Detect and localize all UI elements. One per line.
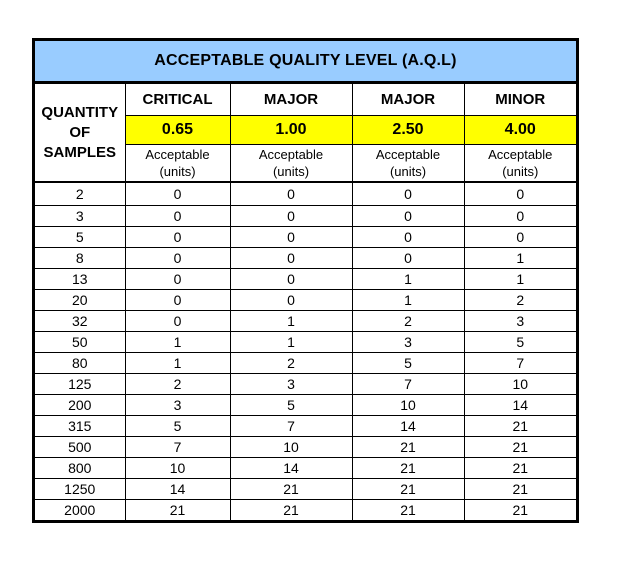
acceptable-units-cell: 21 — [464, 500, 576, 521]
table-row — [35, 395, 576, 416]
acceptable-units-cell: 7 — [230, 416, 352, 437]
acceptable-units-cell: 10 — [125, 458, 230, 479]
sample-quantity-cell: 500 — [35, 437, 125, 458]
sample-quantity-cell: 13 — [35, 269, 125, 290]
acceptable-units-label — [464, 145, 576, 183]
table-row — [35, 479, 576, 500]
aql-value: 1.00 — [230, 116, 352, 145]
table-row — [35, 227, 576, 248]
units-label: (units) — [159, 164, 196, 179]
acceptable-units-cell: 0 — [230, 269, 352, 290]
acceptable-units-cell: 2 — [352, 311, 464, 332]
column-category: MINOR — [464, 84, 576, 116]
aql-value: 0.65 — [125, 116, 230, 145]
table-title: ACCEPTABLE QUALITY LEVEL (A.Q.L) — [35, 41, 576, 83]
acceptable-units-cell: 21 — [352, 500, 464, 521]
sample-quantity-cell: 5 — [35, 227, 125, 248]
acceptable-units-cell: 0 — [125, 182, 230, 206]
acceptable-units-cell: 1 — [125, 353, 230, 374]
acceptable-units-cell: 10 — [464, 374, 576, 395]
table-row — [35, 332, 576, 353]
acceptable-units-cell: 5 — [464, 332, 576, 353]
quantity-of-samples-header — [35, 84, 125, 183]
column-category: CRITICAL — [125, 84, 230, 116]
acceptable-units-cell: 14 — [230, 458, 352, 479]
sample-quantity-cell: 20 — [35, 290, 125, 311]
acceptable-units-cell: 0 — [125, 248, 230, 269]
acceptable-label: Acceptable — [145, 147, 210, 162]
acceptable-units-cell: 0 — [230, 248, 352, 269]
units-label: (units) — [502, 164, 539, 179]
acceptable-units-cell: 3 — [230, 374, 352, 395]
acceptable-units-label — [230, 145, 352, 183]
acceptable-label: Acceptable — [258, 147, 324, 162]
acceptable-label: Acceptable — [375, 147, 441, 162]
acceptable-units-cell: 0 — [125, 206, 230, 227]
sample-quantity-cell: 50 — [35, 332, 125, 353]
table-row — [35, 437, 576, 458]
sample-quantity-cell: 315 — [35, 416, 125, 437]
acceptable-units-cell: 0 — [352, 206, 464, 227]
sample-quantity-cell: 200 — [35, 395, 125, 416]
acceptable-units-cell: 10 — [352, 395, 464, 416]
table-row — [35, 353, 576, 374]
acceptable-units-cell: 2 — [230, 353, 352, 374]
acceptable-units-cell: 0 — [352, 227, 464, 248]
acceptable-units-cell: 3 — [125, 395, 230, 416]
acceptable-units-cell: 7 — [464, 353, 576, 374]
acceptable-units-cell: 21 — [352, 458, 464, 479]
table-row — [35, 290, 576, 311]
acceptable-units-cell: 10 — [230, 437, 352, 458]
acceptable-units-cell: 1 — [352, 269, 464, 290]
acceptable-units-cell: 0 — [230, 206, 352, 227]
acceptable-units-cell: 21 — [464, 458, 576, 479]
acceptable-units-cell: 21 — [352, 437, 464, 458]
acceptable-units-cell: 3 — [352, 332, 464, 353]
acceptable-units-cell: 7 — [352, 374, 464, 395]
acceptable-units-cell: 0 — [464, 206, 576, 227]
table-row — [35, 416, 576, 437]
acceptable-units-cell: 14 — [464, 395, 576, 416]
acceptable-units-cell: 1 — [230, 332, 352, 353]
column-category: MAJOR — [230, 84, 352, 116]
aql-value: 4.00 — [464, 116, 576, 145]
sample-quantity-cell: 3 — [35, 206, 125, 227]
acceptable-units-cell: 1 — [464, 269, 576, 290]
acceptable-units-cell: 0 — [352, 182, 464, 206]
quantity-header-line: SAMPLES — [43, 143, 116, 161]
acceptable-units-cell: 21 — [464, 416, 576, 437]
acceptable-units-cell: 0 — [230, 182, 352, 206]
acceptable-units-cell: 2 — [125, 374, 230, 395]
table-row — [35, 182, 576, 206]
units-label: (units) — [389, 164, 427, 179]
acceptable-units-cell: 0 — [125, 269, 230, 290]
acceptable-units-cell: 0 — [125, 311, 230, 332]
acceptable-units-label — [125, 145, 230, 183]
table-row — [35, 269, 576, 290]
table-row — [35, 374, 576, 395]
sample-quantity-cell: 8 — [35, 248, 125, 269]
acceptable-units-cell: 1 — [230, 311, 352, 332]
sample-quantity-cell: 2000 — [35, 500, 125, 521]
sample-quantity-cell: 1250 — [35, 479, 125, 500]
acceptable-units-cell: 5 — [352, 353, 464, 374]
aql-table-container — [32, 38, 579, 523]
acceptable-units-cell: 21 — [125, 500, 230, 521]
acceptable-units-cell: 1 — [352, 290, 464, 311]
acceptable-units-cell: 1 — [464, 248, 576, 269]
acceptable-units-cell: 0 — [230, 290, 352, 311]
acceptable-units-cell: 1 — [125, 332, 230, 353]
table-row — [35, 458, 576, 479]
acceptable-units-cell: 0 — [464, 227, 576, 248]
aql-value: 2.50 — [352, 116, 464, 145]
acceptable-units-cell: 0 — [230, 227, 352, 248]
acceptable-units-cell: 21 — [352, 479, 464, 500]
table-row — [35, 311, 576, 332]
column-category: MAJOR — [352, 84, 464, 116]
table-row — [35, 248, 576, 269]
acceptable-units-cell: 0 — [125, 227, 230, 248]
acceptable-label: Acceptable — [488, 147, 553, 162]
sample-quantity-cell: 800 — [35, 458, 125, 479]
acceptable-units-cell: 21 — [230, 479, 352, 500]
acceptable-units-cell: 21 — [464, 437, 576, 458]
acceptable-units-cell: 14 — [125, 479, 230, 500]
acceptable-units-cell: 0 — [352, 248, 464, 269]
units-label: (units) — [272, 164, 310, 179]
acceptable-units-cell: 21 — [230, 500, 352, 521]
acceptable-units-cell: 2 — [464, 290, 576, 311]
aql-table — [35, 83, 576, 520]
acceptable-units-cell: 0 — [125, 290, 230, 311]
acceptable-units-cell: 5 — [230, 395, 352, 416]
acceptable-units-cell: 7 — [125, 437, 230, 458]
table-row — [35, 206, 576, 227]
sample-quantity-cell: 125 — [35, 374, 125, 395]
acceptable-units-label — [352, 145, 464, 183]
acceptable-units-cell: 21 — [464, 479, 576, 500]
sample-quantity-cell: 32 — [35, 311, 125, 332]
acceptable-units-cell: 5 — [125, 416, 230, 437]
sample-quantity-cell: 80 — [35, 353, 125, 374]
quantity-header-line: QUANTITY — [41, 103, 119, 121]
acceptable-units-cell: 0 — [464, 182, 576, 206]
quantity-header-line: OF — [69, 123, 91, 141]
sample-quantity-cell: 2 — [35, 182, 125, 206]
acceptable-units-cell: 3 — [464, 311, 576, 332]
table-row — [35, 500, 576, 521]
acceptable-units-cell: 14 — [352, 416, 464, 437]
